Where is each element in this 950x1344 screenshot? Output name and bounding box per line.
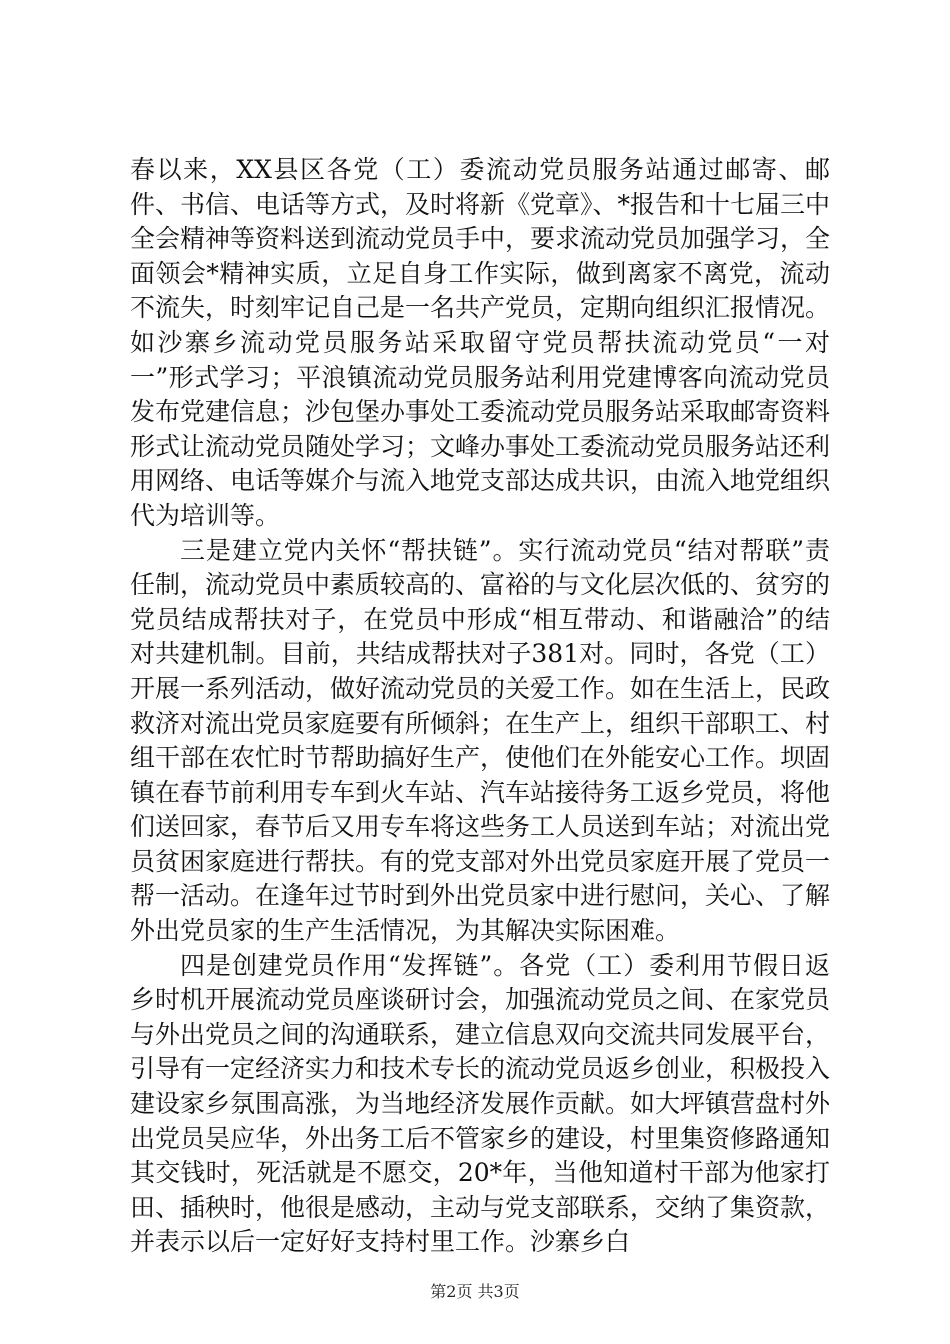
paragraph-3: 四是创建党员作用“发挥链”。各党（工）委利用节假日返乡时机开展流动党员座谈研讨会，加强流动党员之间、在家党员与外出党员之间的沟通联系，建立信息双向交流共同发展平台，引导有一定经济实力和技术专长的流动党员返乡创业，积极投入建设家乡氛围高涨，为当地经济发展作贡献。如大坪镇营盘村外出党员吴应华，外出务工后不管家乡的建设，村里集资修路通知其交钱时，死活就是不愿交，20*年，当他知道村干部为他家打田、插秧时，他很是感动，主动与党支部联系，交纳了集资款，并表示以后一定好好支持村里工作。沙寨乡白 [130,950,831,1257]
page-footer: 第2页 共3页 [430,1282,520,1301]
document-body [130,153,830,1260]
paragraph-1: 春以来，XX县区各党（工）委流动党员服务站通过邮寄、邮件、书信、电话等方式，及时将新《党章》、*报告和十七届三中全会精神等资料送到流动党员手中，要求流动党员加强学习，全面领会*精神实质，立足自身工作实际，做到离家不离党，流动不流失，时刻牢记自己是一名共产党员，定期向组织汇报情况。如沙寨乡流动党员服务站采取留守党员帮扶流动党员“一对一”形式学习；平浪镇流动党员服务站利用党建博客向流动党员发布党建信息；沙包堡办事处工委流动党员服务站采取邮寄资料形式让流动党员随处学习；文峰办事处工委流动党员服务站还利用网络、电话等媒介与流入地党支部达成共识，由流入地党组织代为培训等。 [130,155,831,530]
paragraph-2: 三是建立党内关怀“帮扶链”。实行流动党员“结对帮联”责任制，流动党员中素质较高的、富裕的与文化层次低的、贫穷的党员结成帮扶对子，在党员中形成“相互带动、和谐融洽”的结对共建机制。目前，共结成帮扶对子381对。同时，各党（工）开展一系列活动，做好流动党员的关爱工作。如在生活上，民政救济对流出党员家庭要有所倾斜；在生产上，组织干部职工、村组干部在农忙时节帮助搞好生产，使他们在外能安心工作。坝固镇在春节前利用专车到火车站、汽车站接待务工返乡党员，将他们送回家，春节后又用专车将这些务工人员送到车站；对流出党员贫困家庭进行帮扶。有的党支部对外出党员家庭开展了党员一帮一活动。在逢年过节时到外出党员家中进行慰问，关心、了解外出党员家的生产生活情况，为其解决实际困难。 [130,535,831,946]
